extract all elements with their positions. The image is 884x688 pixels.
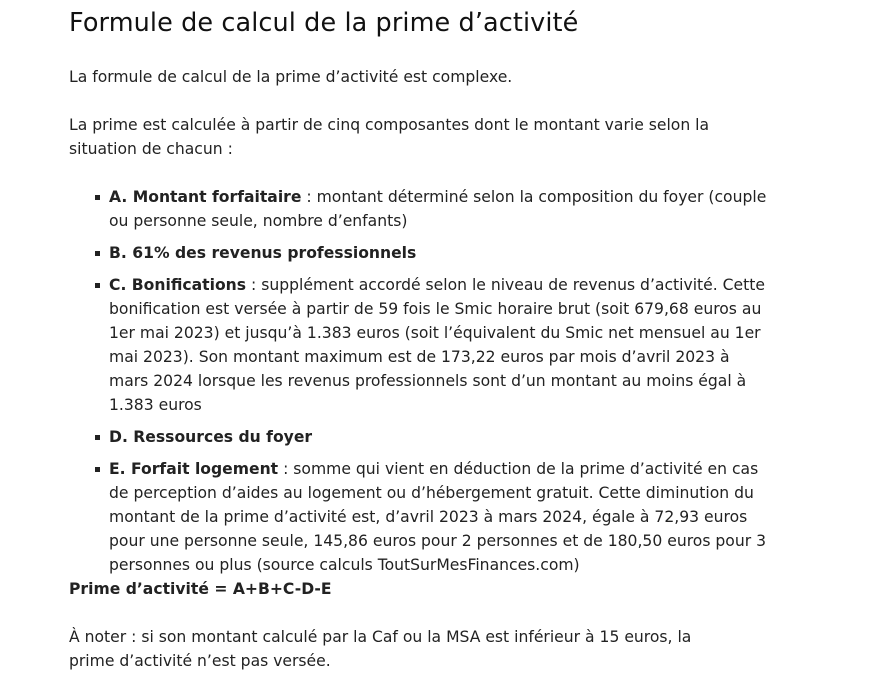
formula: Prime d’activité = A+B+C-D-E	[69, 580, 332, 598]
list-item	[69, 425, 769, 449]
square-bullet-icon	[95, 251, 100, 256]
square-bullet-icon	[95, 283, 100, 288]
list-item	[69, 273, 769, 417]
list-item	[69, 185, 769, 233]
list-item	[69, 457, 769, 577]
note-paragraph: À noter : si son montant calculé par la Caf ou la MSA est inférieur à 15 euros, la prime d’activité n’est pas versée.	[69, 628, 692, 670]
item-text: : supplément accordé selon le niveau de revenus d’activité. Cette bonification est versée à partir de 59 fois le Smic horaire brut (soit 679,68 euros au 1er mai 2023) et jusqu’à 1.383 euros (soit l’équivalent du Smic net mensuel au 1er mai 2023). Son montant maximum est de 173,22 euros par mois d’avril 2023 à mars 2024 lorsque les revenus professionnels sont d’un montant au moins égal à 1.383 euros	[109, 276, 765, 414]
item-label: C. Bonifications	[109, 276, 247, 294]
item-label: E. Forfait logement	[109, 460, 279, 478]
components-list	[69, 185, 769, 585]
list-item	[69, 241, 769, 265]
item-label: D. Ressources du foyer	[109, 428, 313, 446]
item-label: A. Montant forfaitaire	[109, 188, 302, 206]
square-bullet-icon	[95, 195, 100, 200]
item-text: : somme qui vient en déduction de la prime d’activité en cas de perception d’aides au logement ou d’hébergement gratuit. Cette diminution du montant de la prime d’activité est, d’avril 2023 à mars 2024, égale à 72,93 euros pour une personne seule, 145,86 euros pour 2 personnes et de 180,50 euros pour 3 personnes ou plus (source calculs ToutSurMesFinances.com)	[109, 460, 767, 574]
item-label: B. 61% des revenus professionnels	[109, 244, 417, 262]
item-text: : montant déterminé selon la composition du foyer (couple ou personne seule, nombre d’enfants)	[109, 188, 767, 230]
intro-paragraph: La formule de calcul de la prime d’activité est complexe.	[69, 68, 513, 86]
square-bullet-icon	[95, 467, 100, 472]
square-bullet-icon	[95, 435, 100, 440]
lead-paragraph: La prime est calculée à partir de cinq composantes dont le montant varie selon la situation de chacun :	[69, 116, 710, 158]
page-title: Formule de calcul de la prime d’activité	[69, 8, 579, 38]
